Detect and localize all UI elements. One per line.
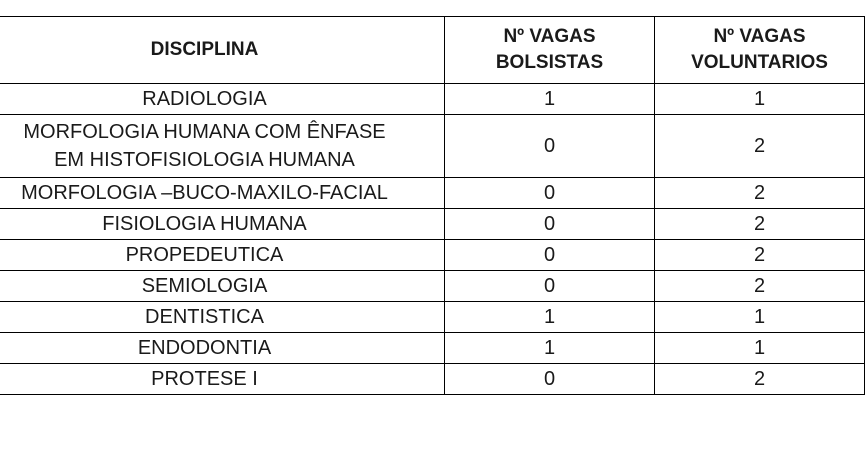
disciplina-text-line2: EM HISTOFISIOLOGIA HUMANA [54,149,355,171]
header-voluntarios [655,17,865,84]
disciplina-text: PROTESE I [151,368,258,390]
table-row [0,271,865,302]
disciplina-text: DENTISTICA [145,306,264,328]
cell-disciplina [0,333,445,364]
cell-voluntarios: 2 [655,209,865,240]
cell-voluntarios: 2 [655,240,865,271]
table-row [0,364,865,395]
cell-disciplina [0,209,445,240]
disciplina-text: SEMIOLOGIA [141,275,268,297]
cell-bolsistas: 0 [445,364,655,395]
cell-bolsistas: 0 [445,115,655,178]
table-row [0,302,865,333]
table-row [0,115,865,178]
cell-disciplina [0,115,445,178]
disciplina-text: PROPEDEUTICA [125,244,284,266]
table-header-row [0,17,865,84]
table-row [0,333,865,364]
cell-disciplina [0,271,445,302]
disciplina-text: RADIOLOGIA [142,88,267,110]
table-row [0,178,865,209]
cell-voluntarios: 2 [655,364,865,395]
disciplina-text: MORFOLOGIA –BUCO-MAXILO-FACIAL [21,182,388,204]
cell-bolsistas: 0 [445,240,655,271]
header-disciplina [0,17,445,84]
cell-bolsistas: 0 [445,209,655,240]
cell-bolsistas: 0 [445,178,655,209]
header-voluntarios-line1: Nº VAGAS [713,26,806,47]
cell-bolsistas: 0 [445,271,655,302]
header-disciplina-label: DISCIPLINA [150,39,259,60]
cell-voluntarios: 1 [655,302,865,333]
header-bolsistas [445,17,655,84]
cell-disciplina [0,364,445,395]
cell-bolsistas: 1 [445,302,655,333]
header-bolsistas-line1: Nº VAGAS [503,26,596,47]
cell-voluntarios: 1 [655,84,865,115]
cell-disciplina [0,240,445,271]
vagas-table [0,16,865,395]
cell-bolsistas: 1 [445,333,655,364]
cell-voluntarios: 2 [655,115,865,178]
cell-voluntarios: 1 [655,333,865,364]
disciplina-text: FISIOLOGIA HUMANA [102,213,307,235]
vagas-table-container [0,16,864,395]
cell-voluntarios: 2 [655,178,865,209]
disciplina-text-line1: MORFOLOGIA HUMANA COM ÊNFASE [23,121,386,143]
disciplina-text: ENDODONTIA [137,337,272,359]
cell-disciplina [0,178,445,209]
header-bolsistas-line2: BOLSISTAS [495,52,604,73]
cell-disciplina [0,302,445,333]
header-voluntarios-line2: VOLUNTARIOS [691,52,828,73]
cell-voluntarios: 2 [655,271,865,302]
table-row [0,209,865,240]
cell-disciplina [0,84,445,115]
cell-bolsistas: 1 [445,84,655,115]
table-row [0,240,865,271]
table-row [0,84,865,115]
